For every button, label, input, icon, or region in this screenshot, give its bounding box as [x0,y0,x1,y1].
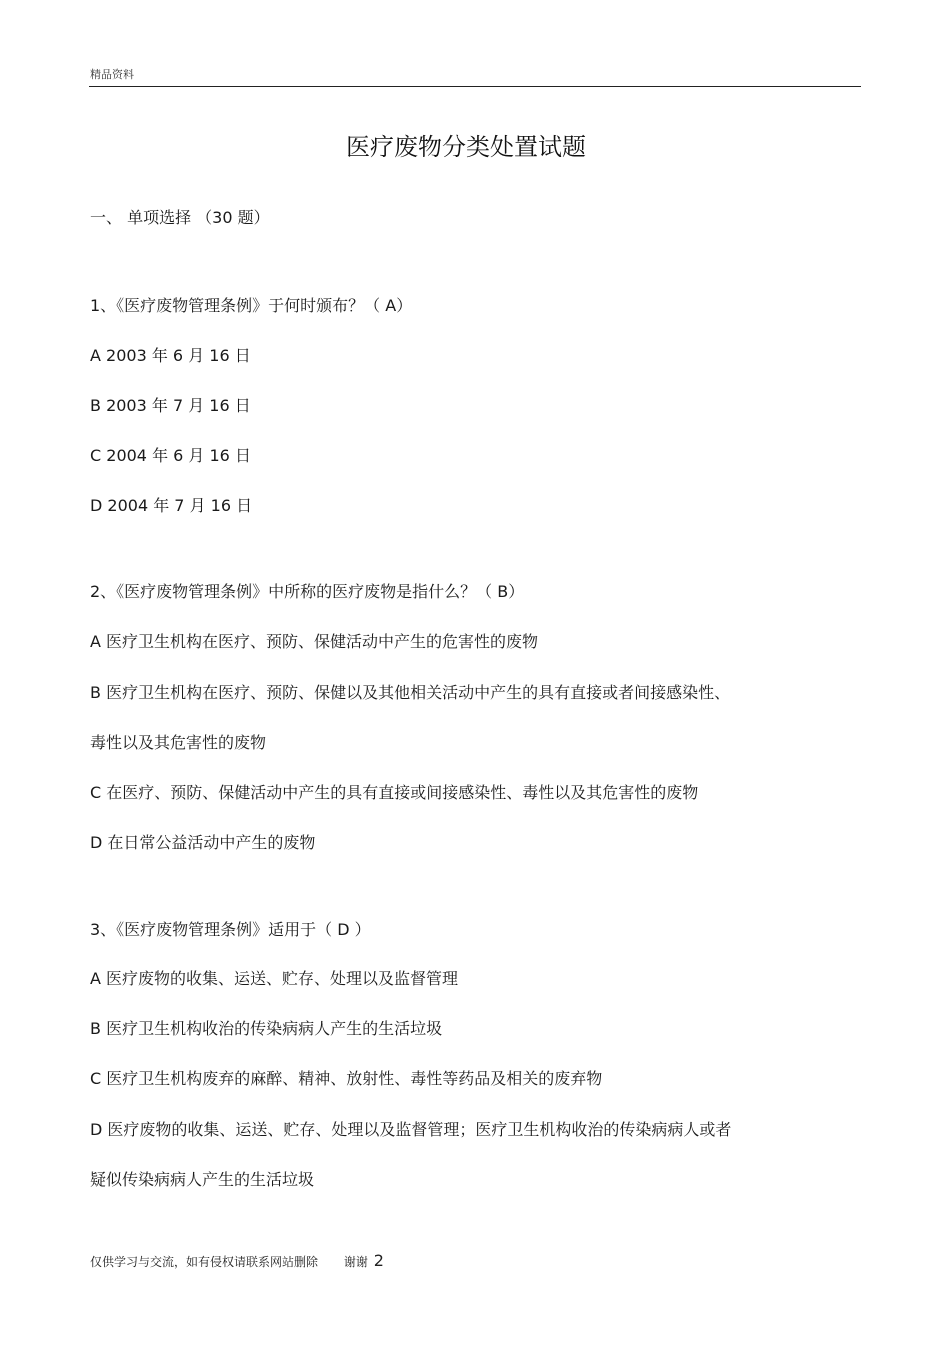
footer [90,1251,384,1270]
question-2-stem: 2、《医疗废物管理条例》中所称的医疗废物是指什么？（ B） [90,582,525,601]
question-1-option-c: C 2004 年 6 月 16 日 [90,446,251,465]
question-3-stem: 3、《医疗废物管理条例》适用于（ D ） [90,920,371,939]
document-title: 医疗废物分类处置试题 [346,133,586,161]
footer-thanks: 谢谢 [343,1255,368,1269]
question-2-option-a: A 医疗卫生机构在医疗、预防、保健活动中产生的危害性的废物 [90,632,539,651]
section-heading: 一、 单项选择 （30 题） [90,208,270,227]
question-3-option-c: C 医疗卫生机构废弃的麻醉、精神、放射性、毒性等药品及相关的废弃物 [90,1069,603,1088]
question-2-option-b: B 医疗卫生机构在医疗、预防、保健以及其他相关活动中产生的具有直接或者间接感染性、 [90,683,731,702]
footer-note: 仅供学习与交流，如有侵权请联系网站删除 [90,1255,319,1269]
header-label: 精品资料 [90,68,134,81]
header-rule [89,86,861,87]
question-1-option-d: D 2004 年 7 月 16 日 [90,496,253,515]
question-1-option-b: B 2003 年 7 月 16 日 [90,396,251,415]
question-3-option-d-continued: 疑似传染病病人产生的生活垃圾 [90,1170,315,1189]
question-1-option-a: A 2003 年 6 月 16 日 [90,346,251,365]
question-2-option-b-continued: 毒性以及其危害性的废物 [90,733,267,752]
question-3-option-a: A 医疗废物的收集、运送、贮存、处理以及监督管理 [90,969,459,988]
question-1-stem: 1、《医疗废物管理条例》于何时颁布？（ A） [90,296,413,315]
question-3-option-d: D 医疗废物的收集、运送、贮存、处理以及监督管理；医疗卫生机构收治的传染病病人或者 [90,1120,732,1139]
question-2-option-c: C 在医疗、预防、保健活动中产生的具有直接或间接感染性、毒性以及其危害性的废物 [90,783,699,802]
question-2-option-d: D 在日常公益活动中产生的废物 [90,833,316,852]
question-3-option-b: B 医疗卫生机构收治的传染病病人产生的生活垃圾 [90,1019,443,1038]
page-number: 2 [373,1251,384,1270]
